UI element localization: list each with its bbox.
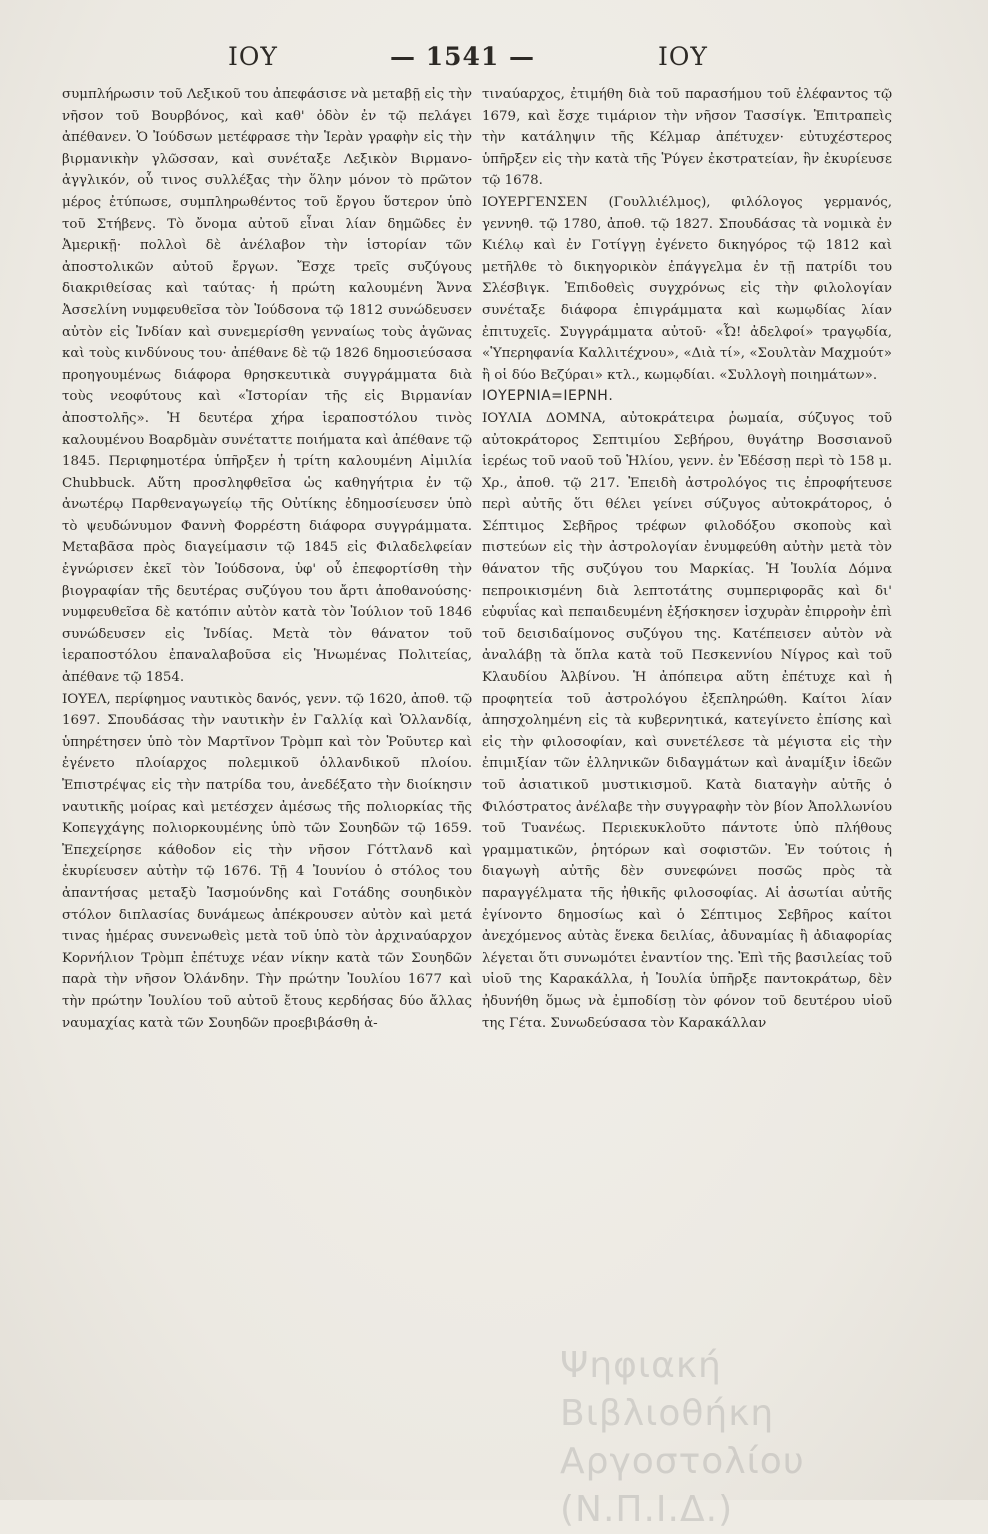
library-watermark: Ψηφιακή Βιβλιοθήκη Αργοστολίου (Ν.Π.Ι.Δ.) (560, 1345, 805, 1530)
left-paragraph-1: συμπλήρωσιν τοῦ Λεξικοῦ του ἀπεφάσισε νὰ μεταβῇ εἰς τὴν νῆσον τοῦ Βουρβόνος, καὶ καθ' ὁδὸν ἐν τῷ πελάγει ἀπέθανεν. Ὁ Ἰούδσων μετέφρασε τὴν Ἱερὰν γραφὴν εἰς τὴν βιρμανικὴν γλῶσσαν, καὶ συνέταξε Λεξικὸν Βιρμανο-ἀγγλικόν, οὗ τινος συλλέξας τὴν ὅλην μόνον τὸ πρῶτον μέρος ἐτύπωσε, συμπληρωθέντος τοῦ ἔργου ὕστερον ὑπὸ τοῦ Στήβενς. Τὸ ὄνομα αὐτοῦ εἶναι λίαν δημῶδες ἐν Ἀμερικῇ· πολλοὶ δὲ ἀνέλαβον τὴν ἱστορίαν τῶν ἀποστολικῶν αὐτοῦ ἔργων. Ἔσχε τρεῖς συζύγους διακριθείσας καὶ ταύτας· ἡ πρώτη καλουμένη Ἄννα Ἀσσελίνη νυμφευθεῖσα τὸν Ἰούδσονα τῷ 1812 συνώδευσεν αὐτὸν εἰς Ἰνδίαν καὶ συνεμερίσθη γενναίως τοὺς ἀγῶνας καὶ τοὺς κινδύνους του· ἀπέθανε δὲ τῷ 1826 δημοσιεύσασα προηγουμένως διάφορα θρησκευτικὰ συγγράμματα διὰ τοὺς νεοφύτους καὶ «Ἱστορίαν τῆς εἰς Βιρμανίαν ἀποστολῆς». Ἡ δευτέρα χήρα ἱεραποστόλου τινὸς καλουμένου Βοαρδμὰν συνέταττε ποιήματα καὶ ἀπέθανε τῷ 1845. Περιφημοτέρα ὑπῆρξεν ἡ τρίτη καλουμένη Αἰμιλία Chubbuck. Αὕτη προσληφθεῖσα ὡς καθηγήτρια ἐν τῷ ἀνωτέρῳ Παρθεναγωγείῳ τῆς Οὐτίκης ἐδημοσίευσεν ὑπὸ τὸ ψευδώνυμον Φαννὴ Φορρέστη διάφορα συγγράμματα. Μεταβᾶσα πρὸς διαγείμασιν τῷ 1845 εἰς Φιλαδελφείαν ἐγνώρισεν ἐκεῖ τὸν Ἰούδσονα, ὑφ' οὗ ἐπεφορτίσθη τὴν βιογραφίαν τῆς δευτέρας συζύγου του ἄρτι ἀποθανούσης· νυμφευθεῖσα δὲ κατόπιν αὐτὸν κατὰ τὸν Ἰούλιον τοῦ 1846 συνώδευσεν εἰς Ἰνδίας. Μετὰ τὸν θάνατον τοῦ ἱεραποστόλου ἐπαναλαβοῦσα εἰς Ἡνωμένας Πολιτείας, ἀπέθανε τῷ 1854. (62, 87, 472, 686)
right-column (482, 84, 892, 1034)
page-header (0, 42, 988, 82)
left-paragraph-2-entry-iouel: ΙΟΥΕΛ, περίφημος ναυτικὸς δανός, γενν. τῷ 1620, ἀποθ. τῷ 1697. Σπουδάσας τὴν ναυτικὴν ἐν Γαλλίᾳ καὶ Ὁλλανδίᾳ, ὑπηρέτησεν ὑπὸ τὸν Μαρτῖνον Τρὸμπ καὶ τὸν Ῥοῦυτερ καὶ ἐγένετο πλοίαρχος πολεμικοῦ ὁλλανδικοῦ πλοίου. Ἐπιστρέψας εἰς τὴν πατρίδα του, ἀνεδέξατο τὴν διοίκησιν ναυτικῆς μοίρας καὶ μετέσχεν ἀμέσως τῆς πολιορκίας τῆς Κοπεγχάγης πολιορκουμένης ὑπὸ τῶν Σουηδῶν τῷ 1659. Ἐπεχείρησε κάθοδον εἰς τὴν νῆσον Γόττλανδ καὶ ἐκυρίευσεν αὐτὴν τῷ 1676. Τῇ 4 Ἰουνίου ὁ στόλος του ἀπαντήσας μεταξὺ Ἰασμούνδης καὶ Γοτάδης σουηδικὸν στόλον διπλασίας δυνάμεως ἀπέκρουσεν αὐτὸν καὶ μετά τινας ἡμέρας συνενωθεὶς μετὰ τοῦ ὑπὸ τὸν ἀρχιναύαρχον Κορνήλιον Τρὸμπ ἐπέτυχε νέαν νίκην κατὰ τῶν Σουηδῶν παρὰ τὴν νῆσον Ὀλάνδην. Τὴν πρώτην Ἰουλίου 1677 καὶ τὴν πρώτην Ἰουλίου τοῦ αὐτοῦ ἔτους κερδήσας δύο ἄλλας ναυμαχίας κατὰ τῶν Σουηδῶν προεβιβάσθη ἀ- (62, 691, 472, 1031)
right-paragraph-2-entry-iouergensen: ΙΟΥΕΡΓΕΝΣΕΝ (Γουλλιέλμος), φιλόλογος γερμανός, γεννηθ. τῷ 1780, ἀποθ. τῷ 1827. Σπουδάσας τὰ νομικὰ ἐν Κιέλῳ καὶ ἐν Γοτίγγῃ ἐγένετο δικηγόρος τῷ 1812 καὶ μετῆλθε τὸ δικηγορικὸν ἐπάγγελμα ἐν τῇ πατρίδι του Σλέσβιγκ. Ἐπιδοθεὶς συγχρόνως εἰς τὴν φιλολογίαν συνέταξε διάφορα ἐπιγράμματα καὶ κωμῳδίας λίαν ἐπιτυχεῖς. Συγγράμματα αὐτοῦ· «Ὦ! ἀδελφοί» τραγῳδία, «Ὑπερηφανία Καλλιτέχνου», «Διὰ τί», «Σουλτὰν Μαχμούτ» ἢ οἱ δύο Βεζύραι» κτλ., κωμῳδίαι. «Συλλογὴ ποιημάτων». (482, 194, 892, 383)
right-paragraph-4-entry-ioulia-domna: ΙΟΥΛΙΑ ΔΟΜΝΑ, αὐτοκράτειρα ῥωμαία, σύζυγος τοῦ αὐτοκράτορος Σεπτιμίου Σεβήρου, θυγάτηρ Βοσσιανοῦ ἱερέως τοῦ ναοῦ τοῦ Ἡλίου, γενν. ἐν Ἐδέσσῃ περὶ τὸ 158 μ. Χρ., ἀποθ. τῷ 217. Ἐπειδὴ ἀστρολόγος τις ἐπροφήτευσε περὶ αὐτῆς ὅτι θέλει γείνει σύζυγος αὐτοκράτορος, ὁ Σέπτιμος Σεβῆρος τρέφων φιλοδόξου σκοποὺς καὶ πιστεύων εἰς τὴν ἀστρολογίαν ἐνυμφεύθη αὐτὴν μετὰ τὸν θάνατον τῆς συζύγου του Μαρκίας. Ἡ Ἰουλία Δόμνα πεπροικισμένη διὰ λεπτοτάτης συμπεριφορᾶς καὶ δι' εὐφυΐας καὶ πεπαιδευμένη ἐξήσκησεν ἰσχυρὰν ἐπιρροὴν ἐπὶ τοῦ δεισιδαίμονος συζύγου της. Κατέπεισεν αὐτὸν νὰ ἀναλάβῃ τὰ ὅπλα κατὰ τοῦ Πεσκεννίου Νίγρος καὶ τοῦ Κλαυδίου Ἀλβίνου. Ἡ ἀπόπειρα αὕτη ἐπέτυχε καὶ ἡ προφητεία τοῦ ἀστρολόγου ἐξεπληρώθη. Καίτοι λίαν ἀπησχολημένη εἰς τὰ κυβερνητικά, κατεγίνετο ἐπίσης καὶ εἰς τὴν φιλοσοφίαν, καὶ συνετέλεσε τὰ μέγιστα εἰς τὴν ἐπιμιξίαν τῶν ἑλληνικῶν διδαγμάτων καὶ ἀναμίξιν ἰδεῶν τοῦ ἀσιατικοῦ μυστικισμοῦ. Κατὰ διαταγὴν αὐτῆς ὁ Φιλόστρατος ἀνέλαβε τὴν συγγραφὴν τὸν βίον Ἀπολλωνίου τοῦ Τυανέως. Περιεκυκλοῦτο πάντοτε ὑπὸ πλήθους γραμματικῶν, ῥητόρων καὶ σοφιστῶν. Ἐν τούτοις ἡ διαγωγὴ αὐτῆς δὲν συνεφώνει ποσῶς πρὸς τὰ παραγγέλματα τῆς ἠθικῆς φιλοσοφίας. Αἱ ἀσωτίαι αὐτῆς ἐγίνοντο δημοσίως καὶ ὁ Σέπτιμος Σεβῆρος καίτοι ἀνεχόμενος αὐτὰς ἕνεκα δειλίας, ἀδυναμίας ἢ ἀδιαφορίας λέγεται ὅτι συνωμότει ἐναντίον της. Ἐπὶ τῆς βασιλείας τοῦ υἱοῦ της Καρακάλλα, ἡ Ἰουλία ὑπῆρξε παντοκράτωρ, δὲν ἠδυνήθη ὅμως νὰ ἐμποδίσῃ τὸν φόνον τοῦ δευτέρου υἱοῦ της Γέτα. Συνωδεύσασα τὸν Καρακάλλαν (482, 410, 892, 1031)
left-column (62, 84, 472, 1034)
right-paragraph-3-entry-iouernia: ΙΟΥΕΡΝΙΑ=ΙΕΡΝΗ. (482, 388, 614, 405)
right-paragraph-1: τιναύαρχος, ἐτιμήθη διὰ τοῦ παρασήμου τοῦ ἐλέφαντος τῷ 1679, καὶ ἔσχε τιμάριον τὴν νῆσον Τασσίγκ. Ἐπιτραπεὶς τὴν κατάληψιν τῆς Κέλμαρ ἀπέτυχεν· εὐτυχέστερος ὑπῆρξεν εἰς τὴν κατὰ τῆς Ῥύγεν ἐκστρατείαν, ἣν ἐκυρίευσε τῷ 1678. (482, 87, 892, 189)
page-number: — 1541 — (390, 42, 535, 71)
header-right-keyword: ΙΟΥ (658, 42, 708, 71)
header-left-keyword: ΙΟΥ (228, 42, 278, 71)
